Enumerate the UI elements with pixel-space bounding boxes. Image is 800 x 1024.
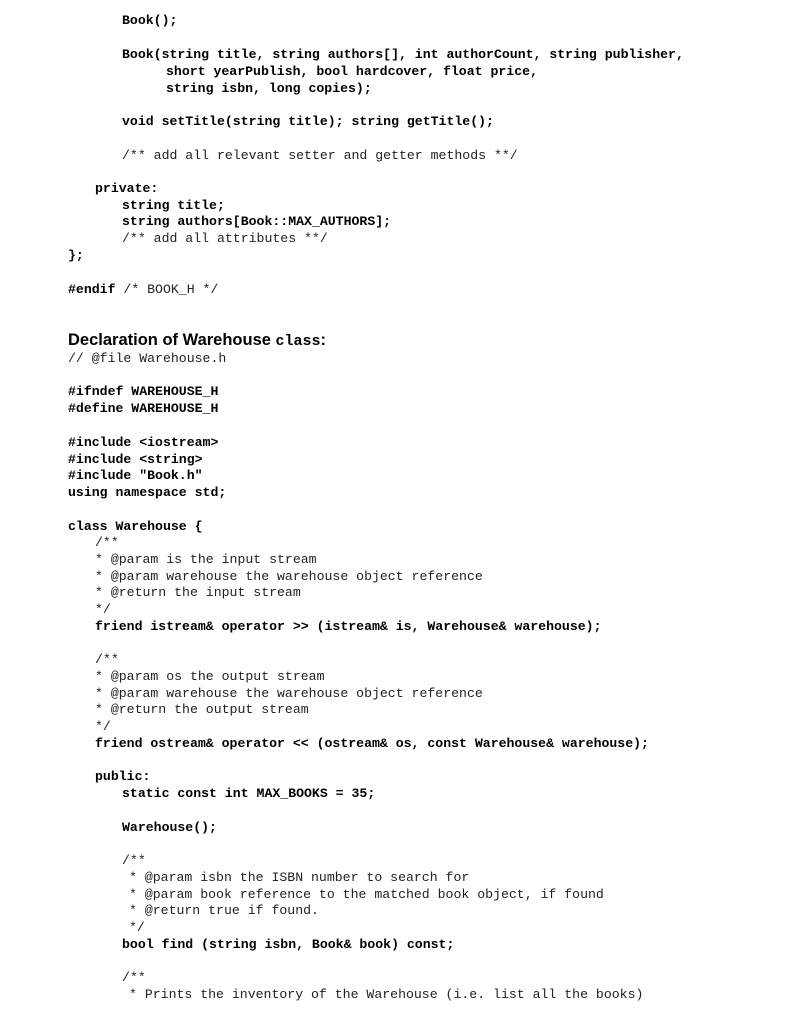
code-line-max-books: static const int MAX_BOOKS = 35; bbox=[122, 786, 376, 801]
doc-comment-3-param-isbn: * @param isbn the ISBN number to search for bbox=[129, 870, 470, 885]
doc-comment-2-open: /** bbox=[95, 652, 119, 667]
doc-comment-2-param-os: * @param os the output stream bbox=[95, 669, 325, 684]
heading-colon: : bbox=[320, 331, 327, 349]
code-comment-setters: /** add all relevant setter and getter methods **/ bbox=[122, 148, 518, 163]
doc-comment-3-return: * @return true if found. bbox=[129, 903, 319, 918]
heading-code-word: class bbox=[275, 333, 321, 350]
code-line-warehouse-constructor: Warehouse(); bbox=[122, 820, 217, 835]
code-line-class-warehouse: class Warehouse { bbox=[68, 519, 203, 534]
code-line-book-default-constructor: Book(); bbox=[122, 13, 178, 28]
doc-comment-2-return: * @return the output stream bbox=[95, 702, 309, 717]
code-line-endif bbox=[68, 281, 218, 298]
code-line-private-label: private: bbox=[95, 181, 159, 196]
doc-comment-1-close: */ bbox=[95, 602, 111, 617]
code-comment-attributes: /** add all attributes **/ bbox=[122, 231, 328, 246]
code-line-set-get-title: void setTitle(string title); string getTitle(); bbox=[122, 114, 494, 129]
code-line-book-constructor-3: string isbn, long copies); bbox=[166, 81, 372, 96]
code-line-public-label: public: bbox=[95, 769, 151, 784]
code-line-define: #define WAREHOUSE_H bbox=[68, 401, 219, 416]
doc-comment-1-return: * @return the input stream bbox=[95, 585, 301, 600]
code-line-book-constructor-1: Book(string title, string authors[], int authorCount, string publisher, bbox=[122, 47, 684, 62]
code-line-using-namespace: using namespace std; bbox=[68, 485, 227, 500]
code-line-book-constructor-2: short yearPublish, bool hardcover, float price, bbox=[166, 64, 538, 79]
doc-comment-1-param-is: * @param is the input stream bbox=[95, 552, 317, 567]
code-line-friend-istream: friend istream& operator >> (istream& is, Warehouse& warehouse); bbox=[95, 619, 602, 634]
code-line-private-title: string title; bbox=[122, 198, 225, 213]
code-line-private-authors: string authors[Book::MAX_AUTHORS]; bbox=[122, 214, 392, 229]
code-line-include-book: #include "Book.h" bbox=[68, 468, 203, 483]
code-line-ifndef: #ifndef WAREHOUSE_H bbox=[68, 384, 219, 399]
doc-comment-4-open: /** bbox=[122, 970, 146, 985]
doc-comment-3-param-book: * @param book reference to the matched book object, if found bbox=[129, 887, 604, 902]
code-line-class-close: }; bbox=[68, 248, 84, 263]
doc-comment-1-open: /** bbox=[95, 535, 119, 550]
endif-comment: /* BOOK_H */ bbox=[123, 282, 219, 297]
code-line-include-string: #include <string> bbox=[68, 452, 203, 467]
doc-comment-2-close: */ bbox=[95, 719, 111, 734]
doc-comment-4-prints: * Prints the inventory of the Warehouse (i.e. list all the books) bbox=[129, 987, 644, 1002]
code-line-find: bool find (string isbn, Book& book) const; bbox=[122, 937, 455, 952]
code-line-include-iostream: #include <iostream> bbox=[68, 435, 219, 450]
endif-keyword: #endif bbox=[68, 282, 116, 297]
doc-comment-3-open: /** bbox=[122, 853, 146, 868]
doc-comment-3-close: */ bbox=[129, 920, 145, 935]
doc-comment-1-param-warehouse: * @param warehouse the warehouse object reference bbox=[95, 569, 483, 584]
doc-comment-2-param-warehouse: * @param warehouse the warehouse object reference bbox=[95, 686, 483, 701]
code-comment-file: // @file Warehouse.h bbox=[68, 351, 227, 366]
heading-text: Declaration of Warehouse bbox=[68, 331, 276, 349]
code-line-friend-ostream: friend ostream& operator << (ostream& os, const Warehouse& warehouse); bbox=[95, 736, 649, 751]
